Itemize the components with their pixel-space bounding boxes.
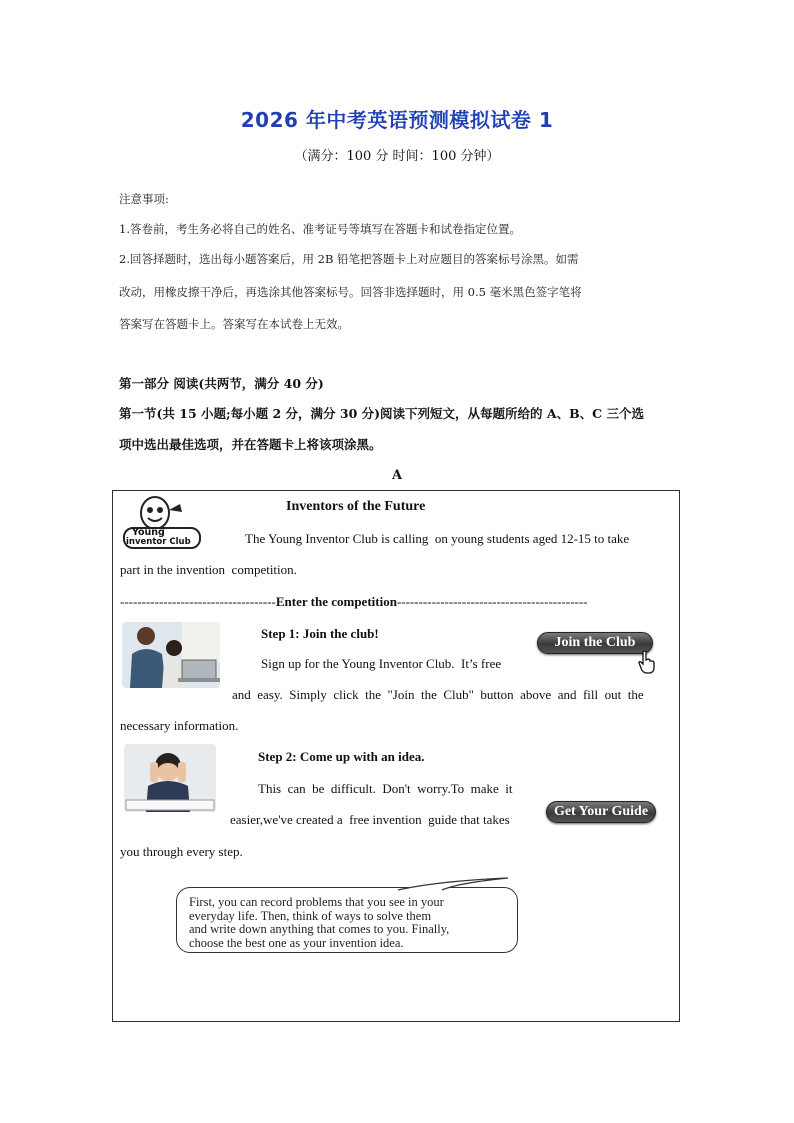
page-title: 2026 年中考英语预测模拟试卷 1	[240, 108, 554, 132]
step2-photo	[124, 744, 216, 812]
part-title: 第一部分 阅读(共两节，满分 40 分)	[119, 376, 324, 391]
intro-line-2: part in the invention competition.	[120, 562, 297, 577]
step2-line-3: you through every step.	[120, 844, 243, 859]
bubble-tail	[398, 876, 518, 895]
parent-child-laptop-illustration	[122, 622, 220, 688]
step1-line-1: Sign up for the Young Inventor Club. It’s free	[261, 656, 502, 671]
notes-item-2-line-1: 2.回答择题时，选出每小题答案后，用 2B 铅笔把答题卡上对应题目的答案标号涂黑。如需	[119, 252, 579, 266]
bubble-line-2: everyday life. Then, think of ways to solve them	[189, 908, 432, 923]
step2-title: Step 2: Come up with an idea.	[258, 749, 425, 764]
step1-photo	[122, 622, 220, 688]
exam-info: （满分：100 分 时间：100 分钟）	[294, 149, 500, 164]
divider-dashes-right: --------------------------------------------	[396, 594, 588, 609]
competition-divider	[120, 594, 587, 610]
notes-heading: 注意事项:	[119, 192, 169, 206]
divider-label: Enter the competition	[275, 594, 397, 609]
logo-text-young: Young	[132, 527, 165, 538]
intro-line-1: The Young Inventor Club is calling on young students aged 12-15 to take	[245, 531, 630, 546]
guide-speech-bubble	[176, 887, 518, 953]
step1-line-3: necessary information.	[120, 718, 239, 733]
passage-letter: A	[391, 468, 403, 483]
get-guide-button[interactable]: Get Your Guide	[546, 801, 656, 823]
section-instructions-line-2: 项中选出最佳选项，并在答题卡上将该项涂黑。	[119, 437, 382, 452]
step1-line-2: and easy. Simply click the "Join the Club" button above and fill out the	[232, 687, 644, 702]
bubble-line-1: First, you can record problems that you see in your	[189, 895, 444, 909]
passage-heading: Inventors of the Future	[286, 499, 426, 514]
thinking-child-illustration	[124, 744, 216, 812]
club-logo	[122, 494, 202, 550]
hand-cursor-icon	[637, 650, 657, 678]
step2-line-1: This can be difficult. Don't worry.To make it	[258, 781, 513, 796]
step2-line-2: easier,we've created a free invention guide that takes	[230, 812, 510, 827]
notes-item-2-line-2: 改动，用橡皮擦干净后，再选涂其他答案标号。回答非选择题时，用 0.5 毫米黑色签字笔将	[119, 285, 582, 299]
step1-title: Step 1: Join the club!	[261, 626, 379, 641]
section-instructions-line-1: 第一节(共 15 小题;每小题 2 分，满分 30 分)阅读下列短文，从每题所给的 A、B、C 三个选	[119, 406, 644, 421]
divider-dashes-left: ------------------------------------	[120, 594, 276, 609]
bubble-line-4: choose the best one as your invention idea.	[189, 935, 404, 950]
bubble-line-3: and write down anything that comes to you. Finally,	[189, 922, 450, 936]
notes-item-2-line-3: 答案写在答题卡上。答案写在本试卷上无效。	[119, 317, 349, 331]
join-club-button[interactable]: Join the Club	[537, 632, 653, 654]
notes-item-1: 1.答卷前，考生务必将自己的姓名、准考证号等填写在答题卡和试卷指定位置。	[119, 222, 521, 236]
logo-text-club: inventor Club	[126, 537, 191, 547]
section-instructions	[119, 398, 677, 460]
